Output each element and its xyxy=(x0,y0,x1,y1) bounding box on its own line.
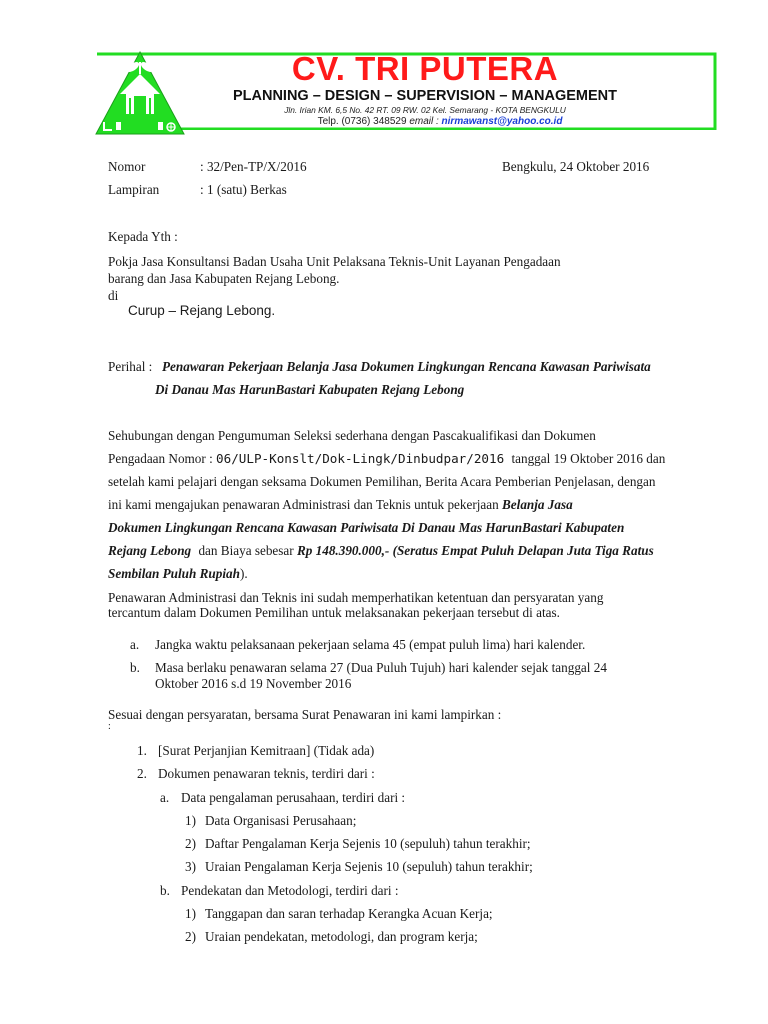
item-a-marker: a. xyxy=(130,637,140,652)
subject-line-2: Di Danau Mas HarunBastari Kabupaten Rejang Lebong xyxy=(155,382,465,397)
body-line-7 xyxy=(108,565,248,582)
attach-a1-marker: 1) xyxy=(185,813,196,828)
lampiran-label: Lampiran xyxy=(108,182,160,197)
doc-number: 06/ULP-Konslt/Dok-Lingk/Dinbudpar/2016 xyxy=(216,451,505,466)
nomor-value: : 32/Pen-TP/X/2016 xyxy=(200,159,307,174)
cost-close: ). xyxy=(239,566,248,581)
attach-1: [Surat Perjanjian Kemitraan] (Tidak ada) xyxy=(158,743,375,758)
recipient-city: Curup – Rejang Lebong. xyxy=(128,303,276,318)
recipient-di: di xyxy=(108,288,119,303)
body-line-3: setelah kami pelajari dengan seksama Dokumen Pemilihan, Berita Acara Pemberian Penjelasan, dengan xyxy=(108,474,656,489)
cost-words-end: Sembilan Puluh Rupiah xyxy=(108,566,240,581)
attach-1-marker: 1. xyxy=(137,743,147,758)
attach-b1: Tanggapan dan saran terhadap Kerangka Acuan Kerja; xyxy=(205,906,493,921)
attach-a1: Data Organisasi Perusahaan; xyxy=(205,813,357,828)
body-line-1: Sehubungan dengan Pengumuman Seleksi sederhana dengan Pascakualifikasi dan Dokumen xyxy=(108,428,596,443)
body-line-6 xyxy=(108,542,654,559)
body-line-4-text: ini kami mengajukan penawaran Administrasi dan Teknis untuk pekerjaan xyxy=(108,497,499,512)
attach-a-marker: a. xyxy=(160,790,170,805)
doc-date: tanggal 19 Oktober 2016 dan xyxy=(511,451,666,466)
phone-number: Telp. (0736) 348529 xyxy=(317,116,407,127)
subject-line-1: Penawaran Pekerjaan Belanja Jasa Dokumen Lingkungan Rencana Kawasan Pariwisata xyxy=(162,359,651,374)
attach-b2-marker: 2) xyxy=(185,929,196,944)
body-p2-line-1: Penawaran Administrasi dan Teknis ini sudah memperhatikan ketentuan dan persyaratan yang xyxy=(108,590,604,605)
attach-b-marker: b. xyxy=(160,883,170,898)
job-title-end: Rejang Lebong xyxy=(108,543,192,558)
company-tagline: PLANNING – DESIGN – SUPERVISION – MANAGEMENT xyxy=(232,88,618,104)
body-line-4 xyxy=(108,496,573,513)
attach-a2-marker: 2) xyxy=(185,836,196,851)
cost-value: Rp 148.390.000,- (Seratus Empat Puluh Delapan Juta Tiga Ratus xyxy=(296,543,654,558)
attach-b: Pendekatan dan Metodologi, terdiri dari : xyxy=(181,883,399,898)
body-p2-line-2: tercantum dalam Dokumen Pemilihan untuk melaksanakan pekerjaan tersebut di atas. xyxy=(108,605,560,620)
attach-b2: Uraian pendekatan, metodologi, dan program kerja; xyxy=(205,929,478,944)
email-link[interactable]: nirmawanst@yahoo.co.id xyxy=(441,116,563,127)
item-b-text-1: Masa berlaku penawaran selama 27 (Dua Puluh Tujuh) hari kalender sejak tanggal 24 xyxy=(155,660,607,675)
attach-2-marker: 2. xyxy=(137,766,147,781)
item-b-marker: b. xyxy=(130,660,140,675)
company-name: CV. TRI PUTERA xyxy=(291,50,559,87)
attachments-intro-colon: : xyxy=(108,721,111,732)
nomor-label: Nomor xyxy=(108,159,146,174)
subject-label: Perihal : xyxy=(108,359,153,374)
attach-a3-marker: 3) xyxy=(185,859,196,874)
attach-a3: Uraian Pengalaman Kerja Sejenis 10 (sepuluh) tahun terakhir; xyxy=(205,859,533,874)
attach-b1-marker: 1) xyxy=(185,906,196,921)
lampiran-value: : 1 (satu) Berkas xyxy=(200,182,287,197)
recipient-line-1: Pokja Jasa Konsultansi Badan Usaha Unit Pelaksana Teknis-Unit Layanan Pengadaan xyxy=(108,254,561,269)
attach-a: Data pengalaman perusahaan, terdiri dari : xyxy=(181,790,406,805)
body-line-2 xyxy=(108,450,665,467)
salutation: Kepada Yth : xyxy=(108,229,178,244)
item-a-text: Jangka waktu pelaksanaan pekerjaan selama 45 (empat puluh lima) hari kalender. xyxy=(155,637,586,652)
cost-label: dan Biaya sebesar xyxy=(198,543,294,558)
job-title-cont: Dokumen Lingkungan Rencana Kawasan Pariwisata Di Danau Mas HarunBastari Kabupaten xyxy=(108,520,625,535)
attach-a2: Daftar Pengalaman Kerja Sejenis 10 (sepuluh) tahun terakhir; xyxy=(205,836,531,851)
company-address: Jln. Irian KM. 6,5 No. 42 RT. 09 RW. 02 Kel. Semarang - KOTA BENGKULU xyxy=(284,105,566,115)
job-title-start: Belanja Jasa xyxy=(502,497,573,512)
company-logo xyxy=(94,50,186,136)
attach-2: Dokumen penawaran teknis, terdiri dari : xyxy=(158,766,375,781)
attachments-intro: Sesuai dengan persyaratan, bersama Surat Penawaran ini kami lampirkan : xyxy=(108,707,502,722)
place-date: Bengkulu, 24 Oktober 2016 xyxy=(502,159,650,174)
item-b-text-2: Oktober 2016 s.d 19 November 2016 xyxy=(155,676,352,691)
doc-number-label: Pengadaan Nomor : xyxy=(108,451,213,466)
recipient-line-2: barang dan Jasa Kabupaten Rejang Lebong. xyxy=(108,271,340,286)
company-contact xyxy=(240,116,640,127)
email-label: email : xyxy=(409,116,439,127)
